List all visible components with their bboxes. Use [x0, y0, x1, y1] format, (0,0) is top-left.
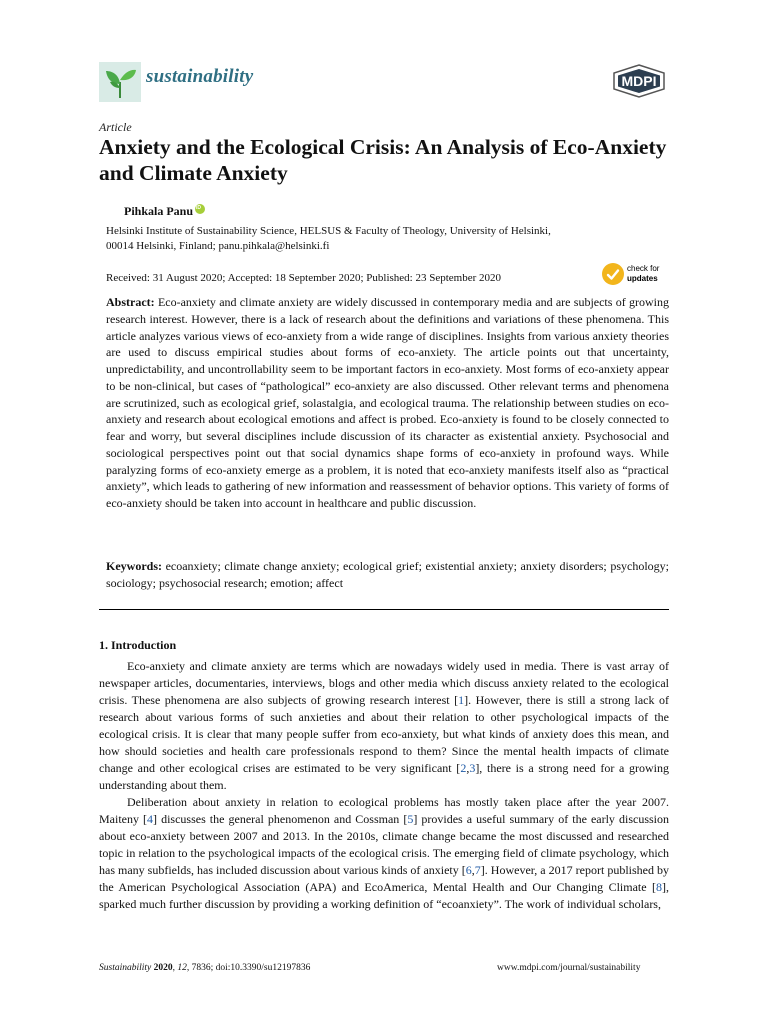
introduction-body	[99, 658, 669, 913]
citation-link[interactable]: 3	[469, 761, 476, 775]
mdpi-wordmark: MDPI	[621, 73, 657, 89]
citation-link[interactable]: 5	[407, 812, 414, 826]
journal-logo	[99, 62, 141, 102]
citation-link[interactable]: 2	[460, 761, 467, 775]
sprout-icon	[99, 62, 141, 102]
citation-link[interactable]: 7	[474, 863, 481, 877]
check-for-updates-badge[interactable]	[600, 261, 670, 292]
check-updates-line1: check for	[627, 264, 660, 273]
affiliation: Helsinki Institute of Sustainability Science, HELSUS & Faculty of Theology, University of Helsinki, 00014 Helsinki, Finland; panu.pihkala@helsinki.fi	[106, 225, 551, 252]
text-run: ], sparked much further discussion by providing a working definition of “ecoanxiety”. The work of individual scholars,	[99, 880, 669, 911]
abstract	[106, 294, 669, 512]
article-title: Anxiety and the Ecological Crisis: An Analysis of Eco-Anxiety and Climate Anxiety	[99, 135, 667, 185]
text-run: Deliberation about anxiety in relation to ecological problems has mostly taken place after the year 2007. Maiteny [	[99, 795, 669, 826]
footer-doi[interactable]: , 7836; doi:10.3390/su12197836	[186, 963, 311, 973]
abstract-label: Abstract:	[106, 295, 155, 309]
text-run: Eco-anxiety and climate anxiety are terms which are nowadays widely used in media. There is vast array of newspaper articles, documentaries, interviews, blogs and other media which discuss anxiety related to the ecological crisis. These phenomena are also subjects of growing research interest [	[99, 659, 669, 707]
citation-link[interactable]: 8	[656, 880, 662, 894]
article-type: Article	[99, 120, 132, 134]
text-run: ]. However, there is still a strong lack of research about various forms of such anxieties and about their relation to other psychological impacts of the ecological crisis. It is clear that many people suffer from eco-anxiety, but what kinds of anxiety does this mean, and how should societies and health care professionals respond to them? Since the mental health impacts of climate change and other ecological crises are estimated to be very significant [	[99, 693, 669, 775]
check-updates-line2: updates	[627, 274, 658, 283]
abstract-text: Eco-anxiety and climate anxiety are widely discussed in contemporary media and are subjects of growing research interest. However, there is a lack of research about the definitions and variations of these phenomena. This article analyzes various views of eco-anxiety from a wide range of disciplines. Insights from various anxiety theories are used to discuss empirical studies about forms of eco-anxiety. The article points out that uncertainty, unpredictability, and uncontrollability seem to be important factors in eco-anxiety. Most forms of eco-anxiety appear to be non-clinical, but cases of “pathological” eco-anxiety are also discussed. Other relevant terms and phenomena are scrutinized, such as ecological grief, solastalgia, and ecological trauma. The relationship between studies on eco-anxiety and research about ecological emotions and affect is probed. Eco-anxiety is found to be closely connected to fear and worry, but several disciplines include discussion of its character as existential anxiety. Psychosocial and sociological perspectives point out that social dynamics shape forms of eco-anxiety in profound ways. While paralyzing forms of eco-anxiety emerge as a problem, it is noted that eco-anxiety manifests itself also as “practical anxiety”, which leads to gathering of new information and reassessment of behavior options. This variety of forms of eco-anxiety should be taken into account in healthcare and public discussion.	[106, 295, 669, 510]
divider	[99, 609, 669, 610]
text-run: ,	[466, 761, 470, 775]
footer-year: 2020	[153, 963, 173, 973]
paragraph	[99, 794, 669, 913]
keywords-label: Keywords:	[106, 559, 162, 573]
mdpi-logo[interactable]	[611, 64, 667, 103]
author-name[interactable]: Pihkala Panu	[124, 204, 194, 218]
author-line	[124, 204, 205, 219]
footer-volume: 12	[177, 963, 187, 973]
orcid-icon[interactable]	[195, 204, 205, 214]
keywords	[106, 558, 669, 592]
text-run: ] provides a useful summary of the early discussion about eco-anxiety between 2007 and 2013. In the 2010s, climate change became the most discussed and researched topic in relation to the psychological impacts of the ecological crisis. The emerging field of climate psychology, which has many subfields, has included discussion about various kinds of anxiety [	[99, 812, 669, 877]
text-run: ], there is a strong need for a growing understanding about them.	[99, 761, 670, 792]
section-heading: 1. Introduction	[99, 638, 177, 652]
footer-url[interactable]: www.mdpi.com/journal/sustainability	[497, 963, 641, 973]
paragraph	[99, 658, 669, 794]
text-run: ,	[471, 863, 475, 877]
footer-journal: Sustainability	[99, 963, 152, 973]
citation-link[interactable]: 4	[147, 812, 154, 826]
citation-link[interactable]: 6	[465, 863, 472, 877]
text-run: ] discusses the general phenomenon and Cossman [	[153, 812, 408, 826]
text-run: ]. However, a 2017 report published by the American Psychological Association (APA) and EcoAmerica, Mental Health and Our Changing Climate [	[99, 863, 670, 894]
publication-dates: Received: 31 August 2020; Accepted: 18 September 2020; Published: 23 September 2020	[106, 272, 502, 284]
keywords-text: ecoanxiety; climate change anxiety; ecological grief; existential anxiety; anxiety disorders; psychology; sociology; psychosocial research; emotion; affect	[106, 559, 669, 590]
citation-link[interactable]: 1	[458, 693, 465, 707]
footer-citation: Sustainability 2020, 12, 7836; doi:10.3390/su12197836	[99, 963, 311, 973]
journal-name[interactable]: sustainability	[146, 66, 254, 87]
